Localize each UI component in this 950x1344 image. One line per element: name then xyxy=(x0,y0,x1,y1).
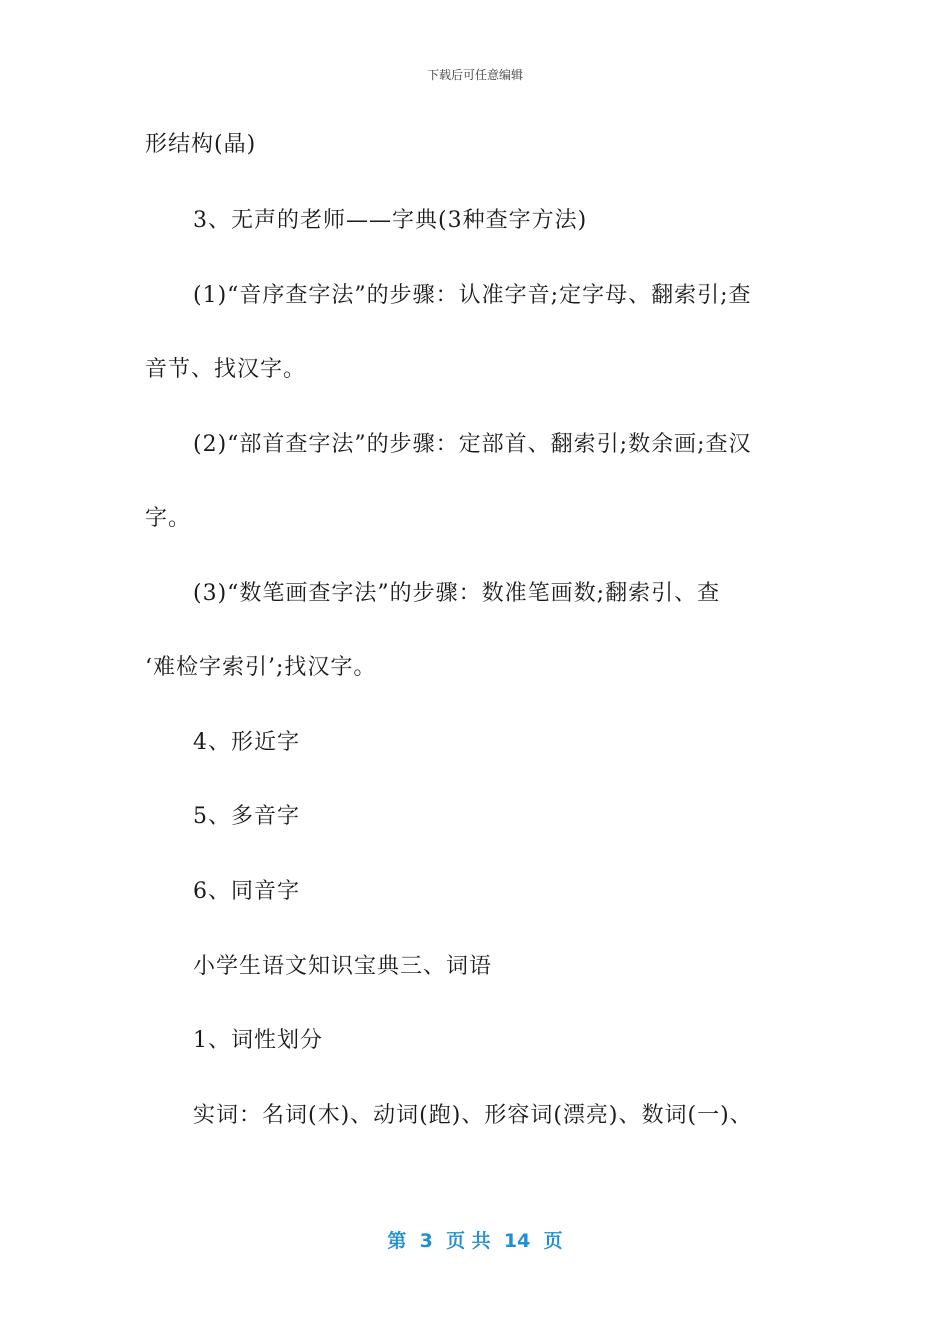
text-line: 4、形近字 xyxy=(193,730,300,755)
text-line: (2)“部首查字法”的步骤：定部首、翻索引;数余画;查汉 xyxy=(193,432,752,457)
text-line: 音节、找汉字。 xyxy=(145,357,307,382)
text-line: (3)“数笔画查字法”的步骤：数准笔画数;翻索引、查 xyxy=(193,581,721,606)
text-line: 1、词性划分 xyxy=(193,1028,323,1053)
text-line: 字。 xyxy=(145,506,192,531)
text-line: 5、多音字 xyxy=(193,804,300,829)
text-line: ‘难检字索引’;找汉字。 xyxy=(145,655,377,680)
text-line: 形结构(晶) xyxy=(145,132,257,157)
section-heading: 小学生语文知识宝典三、词语 xyxy=(193,954,493,979)
text-line: 实词：名词(木)、动词(跑)、形容词(漂亮)、数词(一)、 xyxy=(193,1103,753,1128)
text-line: 3、无声的老师——字典(3种查字方法) xyxy=(193,208,588,233)
page-number: 第 3 页 共 14 页 xyxy=(387,1230,563,1252)
text-line: (1)“音序查字法”的步骤：认准字音;定字母、翻索引;查 xyxy=(193,283,752,308)
page-header-note: 下载后可任意编辑 xyxy=(426,68,523,82)
text-line: 6、同音字 xyxy=(193,879,300,904)
